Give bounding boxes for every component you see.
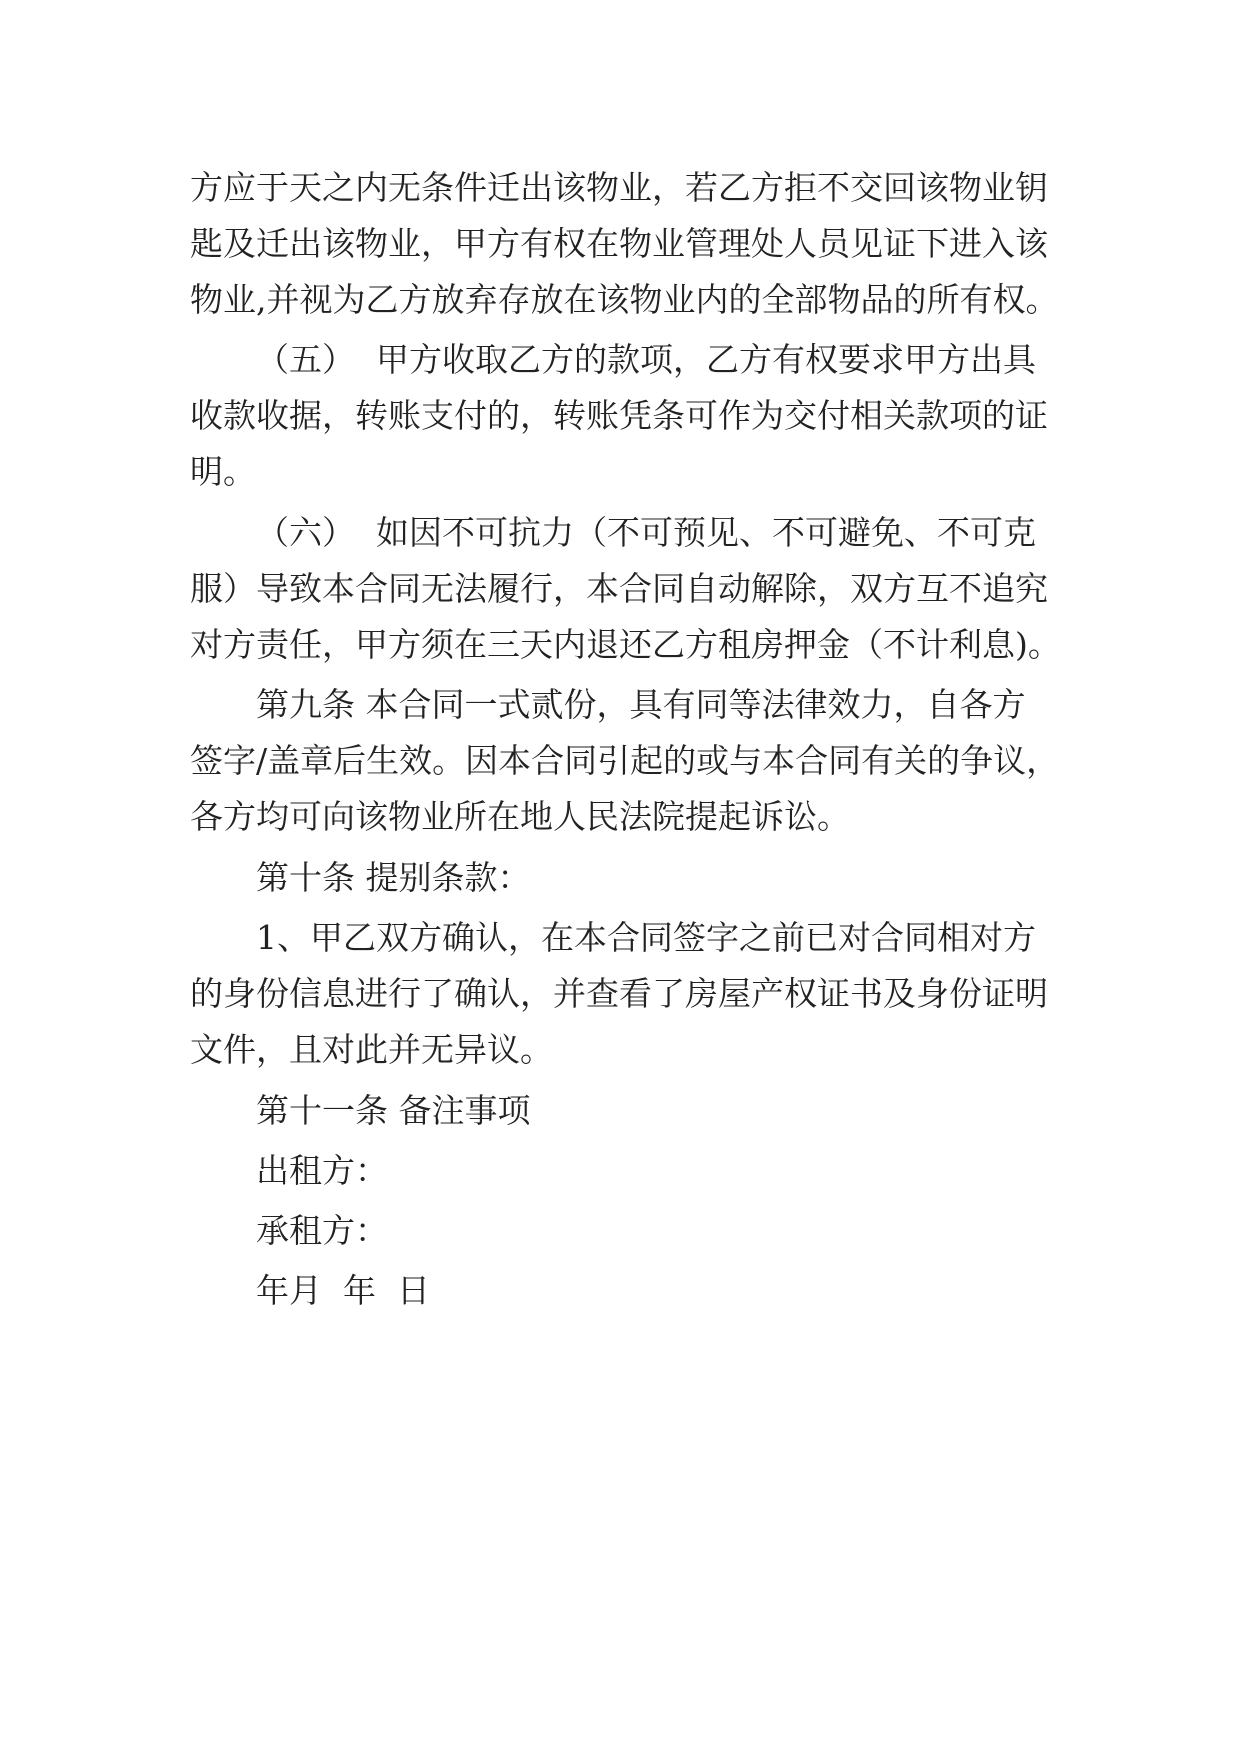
text-line-16: 文件，且对此并无异议。: [190, 1030, 553, 1069]
text-line-17: 第十一条 备注事项: [256, 1091, 531, 1130]
text-line-9: 对方责任，甲方须在三天内退还乙方租房押金（不计利息)。: [190, 625, 1061, 664]
text-line-14: 1、甲乙双方确认，在本合同签字之前已对合同相对方: [256, 918, 1036, 957]
text-line-19: 承租方：: [256, 1211, 388, 1250]
text-line-3: 物业,并视为乙方放弃存放在该物业内的全部物品的所有权。: [190, 280, 1059, 319]
text-line-11: 签字/盖章后生效。因本合同引起的或与本合同有关的争议，: [190, 741, 1060, 780]
text-line-15: 的身份信息进行了确认，并查看了房屋产权证书及身份证明: [190, 974, 1048, 1013]
text-line-6: 明。: [190, 452, 256, 491]
text-line-1: 方应于天之内无条件迁出该物业，若乙方拒不交回该物业钥: [190, 168, 1048, 207]
text-line-12: 各方均可向该物业所在地人民法院提起诉讼。: [190, 797, 850, 836]
text-line-8: 服）导致本合同无法履行，本合同自动解除，双方互不追究: [190, 569, 1048, 608]
text-line-20: 年月 年 日: [256, 1271, 430, 1310]
text-line-7: （六） 如因不可抗力（不可预见、不可避免、不可克: [256, 513, 1036, 552]
text-line-5: 收款收据，转账支付的，转账凭条可作为交付相关款项的证: [190, 396, 1048, 435]
text-line-10: 第九条 本合同一式贰份，具有同等法律效力，自各方: [256, 685, 1026, 724]
text-line-18: 出租方：: [256, 1151, 388, 1190]
text-line-13: 第十条 提别条款：: [256, 858, 531, 897]
text-line-4: （五） 甲方收取乙方的款项，乙方有权要求甲方出具: [256, 340, 1036, 379]
text-line-2: 匙及迁出该物业，甲方有权在物业管理处人员见证下进入该: [190, 224, 1048, 263]
